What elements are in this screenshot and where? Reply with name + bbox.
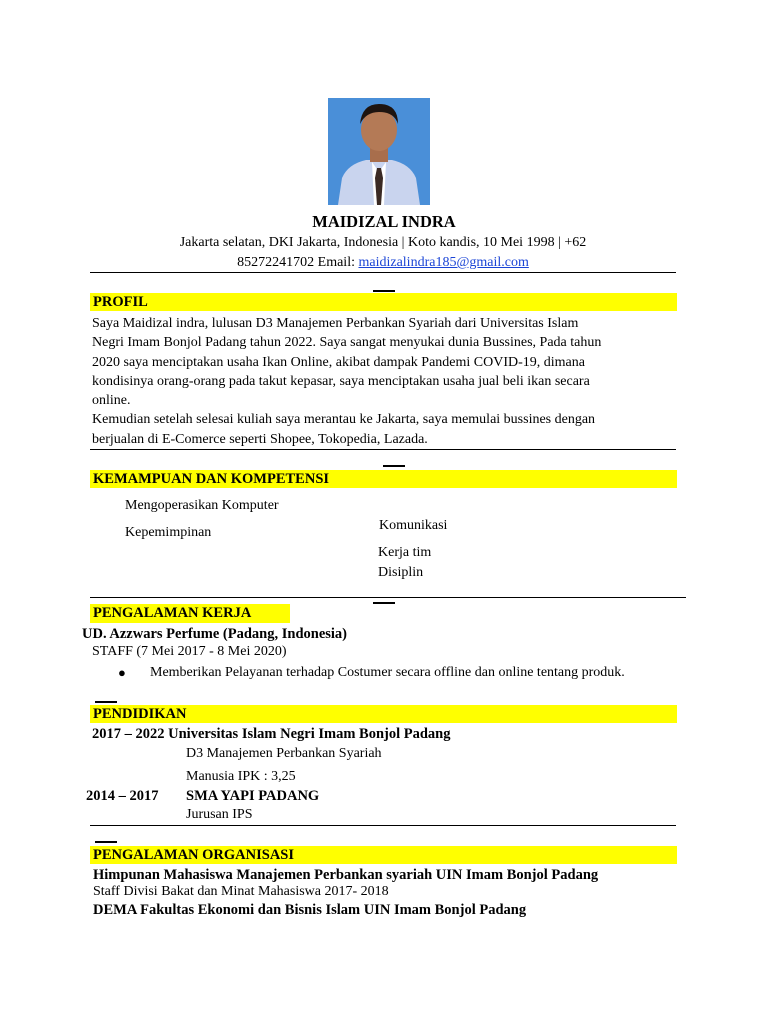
pendidikan-section-header [90, 705, 677, 723]
job-role: STAFF (7 Mei 2017 - 8 Mei 2020) [92, 644, 287, 659]
header-divider [90, 272, 676, 273]
contact-info [90, 233, 676, 273]
school-name: SMA YAPI PADANG [186, 788, 320, 804]
profil-line: berjualan di E-Comerce seperti Shopee, Tokopedia, Lazada. [92, 431, 428, 447]
section-divider [90, 597, 686, 598]
education-entry: 2017 – 2022 Universitas Islam Negri Imam Bonjol Padang [92, 726, 451, 742]
contact-line-2 [90, 253, 676, 273]
profil-line: kondisinya orang-orang pada takut kepasar, saya menciptakan usaha jual beli ikan secara [92, 373, 590, 389]
organization-role: Staff Divisi Bakat dan Minat Mahasiswa 2017- 2018 [93, 884, 389, 899]
section-title: PENGALAMAN KERJA [93, 605, 252, 621]
person-portrait-image [328, 98, 430, 205]
section-title: PENGALAMAN ORGANISASI [93, 847, 295, 863]
phone-prefix: 85272241702 Email: [237, 255, 359, 270]
skill-item: Mengoperasikan Komputer [125, 498, 279, 513]
email-link[interactable]: maidizalindra185@gmail.com [358, 255, 529, 270]
company-name: UD. Azzwars Perfume (Padang, Indonesia) [82, 626, 348, 642]
bullet-dot: ● [118, 665, 126, 680]
divider-dash [95, 701, 117, 703]
divider-dash [373, 290, 395, 292]
kemampuan-section-header [90, 470, 677, 488]
divider-dash [373, 602, 395, 604]
profil-section-header [90, 293, 677, 311]
organisasi-section-header [90, 846, 677, 864]
education-detail: Manusia IPK : 3,25 [186, 769, 296, 784]
profil-line: online. [92, 393, 131, 409]
education-detail: D3 Manajemen Perbankan Syariah [186, 746, 382, 761]
section-divider [90, 449, 676, 450]
job-duty: Memberikan Pelayanan terhadap Costumer secara offline dan online tentang produk. [150, 665, 625, 680]
profil-line: Kemudian setelah selesai kuliah saya merantau ke Jakarta, saya memulai bussines dengan [92, 412, 596, 428]
divider-dash [383, 465, 405, 467]
section-title: PROFIL [93, 294, 148, 310]
education-detail: Jurusan IPS [186, 807, 253, 822]
profil-line: Negri Imam Bonjol Padang tahun 2022. Saya sangat menyukai dunia Bussines, Pada tahun [92, 335, 602, 351]
candidate-name: MAIDIZAL INDRA [312, 212, 456, 231]
divider-dash [95, 841, 117, 843]
skill-item: Kerja tim [378, 545, 432, 560]
section-divider [90, 825, 676, 826]
section-title: PENDIDIKAN [93, 706, 187, 722]
pengalaman-kerja-section-header [90, 604, 290, 623]
skill-item: Kepemimpinan [125, 525, 212, 540]
profile-photo [328, 98, 430, 205]
profil-text [92, 314, 676, 449]
organization-name: Himpunan Mahasiswa Manajemen Perbankan syariah UIN Imam Bonjol Padang [93, 867, 599, 883]
profil-line: Saya Maidizal indra, lulusan D3 Manajemen Perbankan Syariah dari Universitas Islam [92, 316, 579, 331]
section-title: KEMAMPUAN DAN KOMPETENSI [93, 471, 330, 487]
skill-item: Disiplin [378, 565, 424, 580]
organization-name: DEMA Fakultas Ekonomi dan Bisnis Islam UIN Imam Bonjol Padang [93, 902, 527, 918]
skill-item: Komunikasi [379, 518, 448, 533]
profil-line: 2020 saya menciptakan usaha Ikan Online, akibat dampak Pandemi COVID-19, dimana [92, 354, 585, 370]
education-years: 2014 – 2017 [86, 788, 159, 804]
contact-line-1: Jakarta selatan, DKI Jakarta, Indonesia | Koto kandis, 10 Mei 1998 | +62 [179, 235, 587, 250]
